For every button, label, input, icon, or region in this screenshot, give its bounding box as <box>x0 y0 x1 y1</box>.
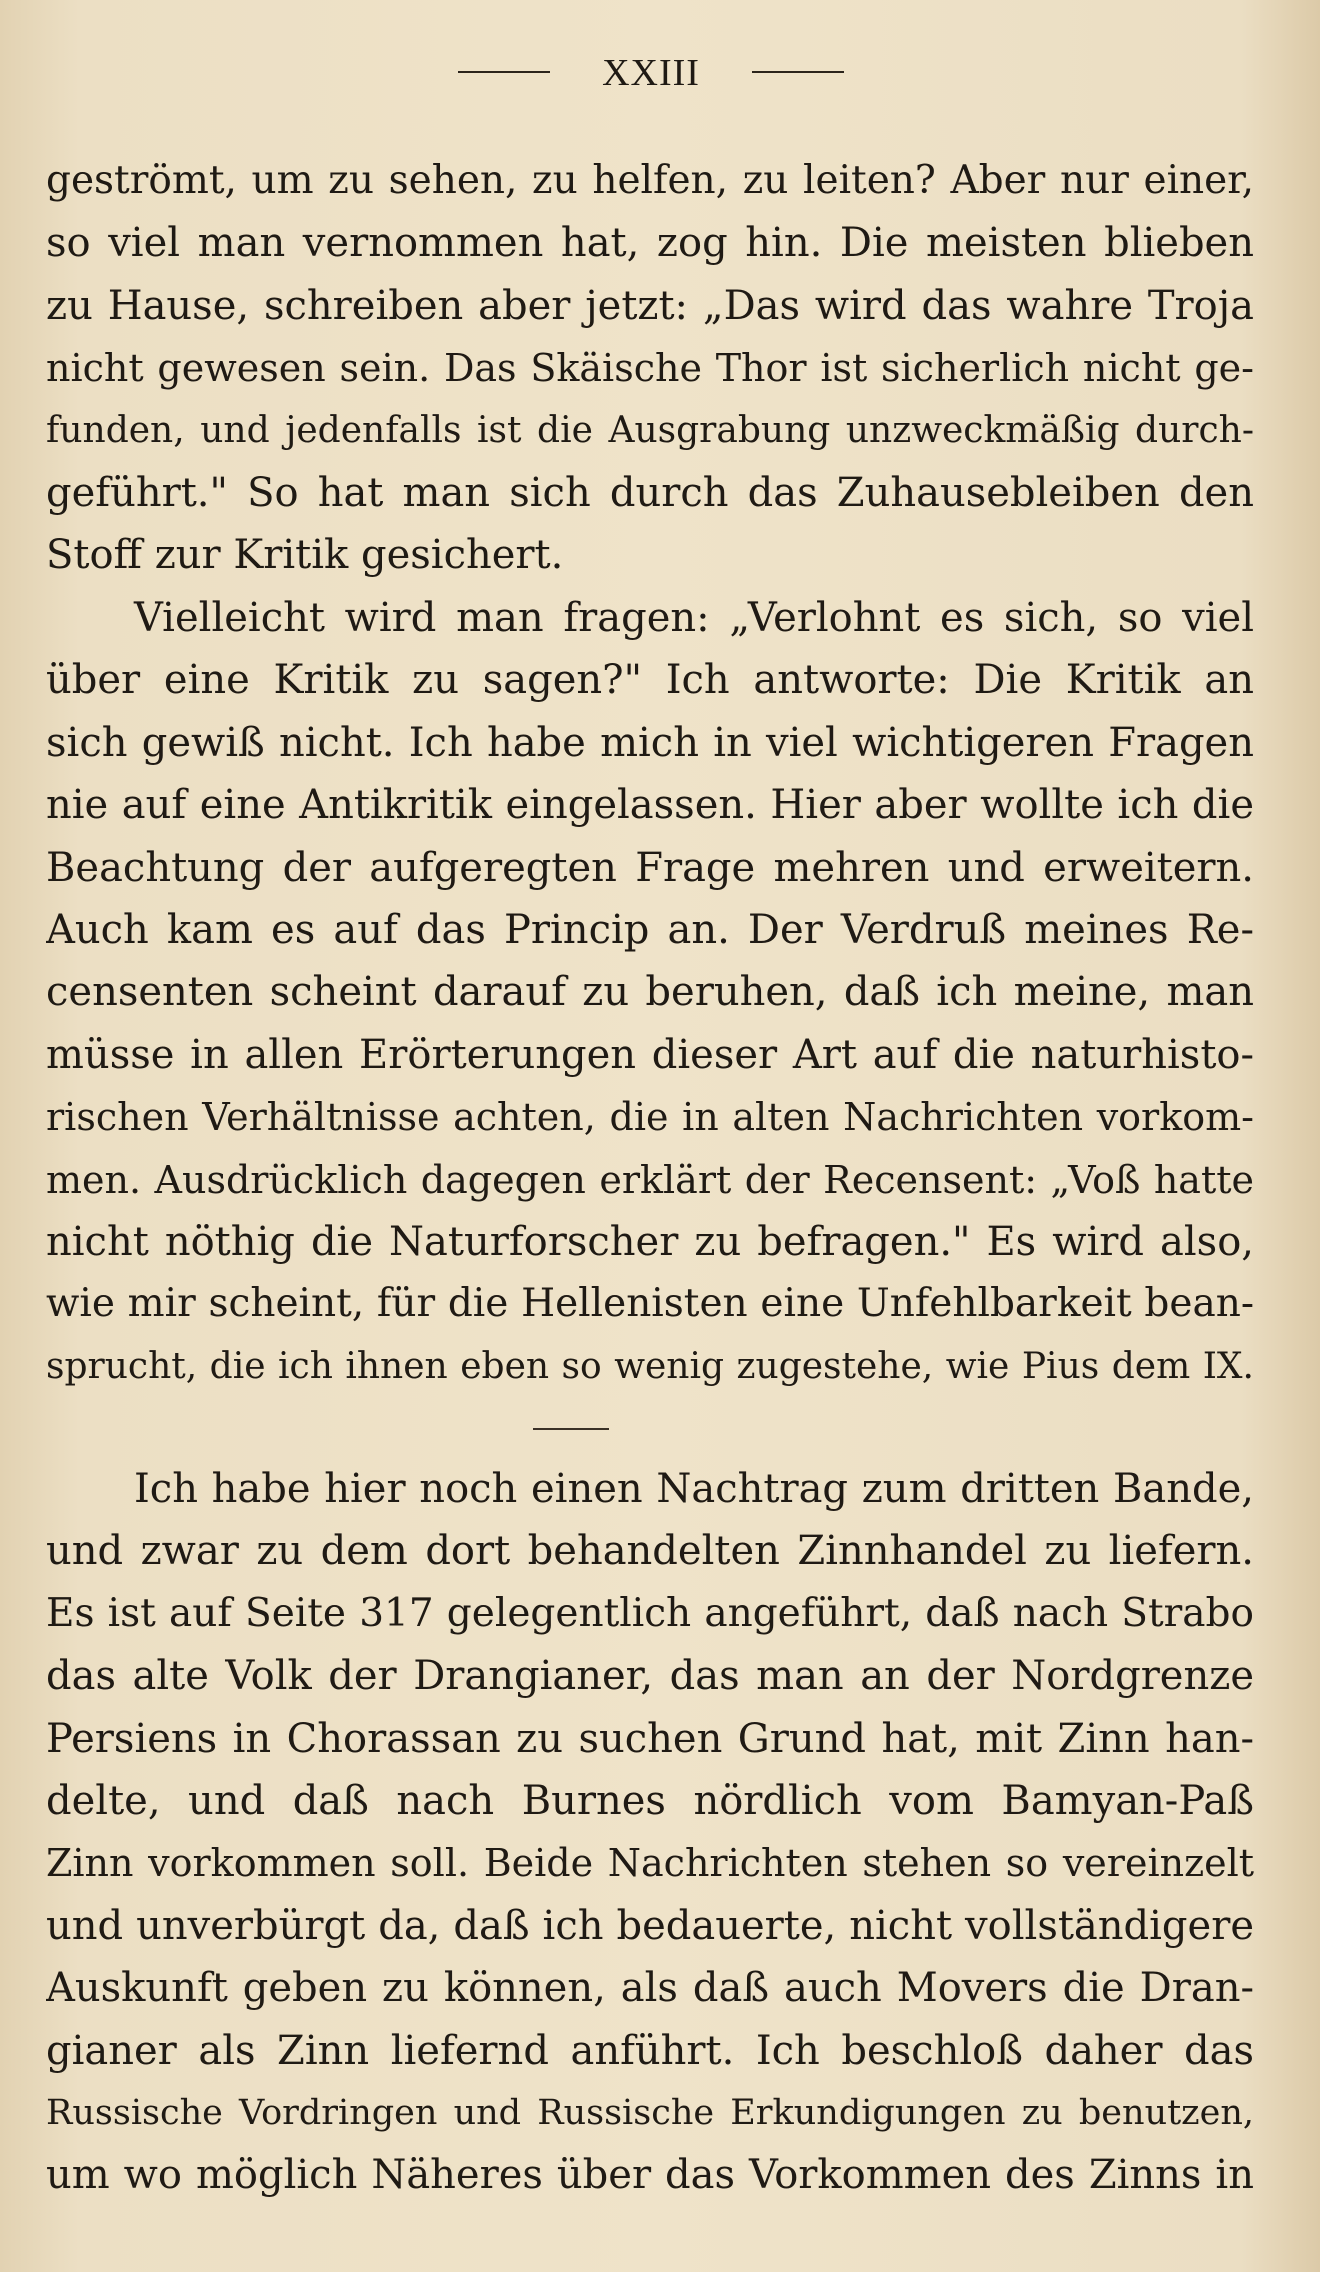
text-line: über eine Kritik zu sagen?" Ich antworte: Die Kritik an <box>46 657 1254 704</box>
text-line: Ich habe hier noch einen Nachtrag zum dritten Bande, <box>134 1466 1254 1512</box>
text-line: Russische Vordringen und Russische Erkundigungen zu benutzen, <box>46 2092 1254 2133</box>
text-line: nie auf eine Antikritik eingelassen. Hier aber wollte ich die <box>46 782 1254 829</box>
text-line: Vielleicht wird man fragen: „Verlohnt es sich, so viel <box>134 595 1254 641</box>
text-line: so viel man vernommen hat, zog hin. Die meisten blieben <box>46 220 1254 267</box>
text-line: men. Ausdrücklich dagegen erklärt der Recensent: „Voß hatte <box>46 1157 1254 1202</box>
text-line: wie mir scheint, für die Hellenisten eine Unfehlbarkeit bean- <box>46 1281 1254 1327</box>
text-line: Auskunft geben zu können, als daß auch Movers die Dran- <box>46 1965 1254 2012</box>
text-line: Es ist auf Seite 317 gelegentlich angeführt, daß nach Strabo <box>46 1590 1254 1636</box>
text-line: nicht nöthig die Naturforscher zu befragen." Es wird also, <box>46 1218 1254 1265</box>
text-line: und unverbürgt da, daß ich bedauerte, nicht vollständigere <box>46 1902 1254 1949</box>
text-line: Auch kam es auf das Princip an. Der Verdruß meines Re- <box>46 906 1254 953</box>
text-line: Beachtung der aufgeregten Frage mehren und erweitern. <box>46 844 1254 891</box>
text-line: censenten scheint darauf zu beruhen, daß ich meine, man <box>46 969 1254 1016</box>
text-line: das alte Volk der Drangianer, das man an der Nordgrenze <box>46 1653 1254 1700</box>
text-line: zu Hause, schreiben aber jetzt: „Das wird das wahre Troja <box>46 282 1254 329</box>
text-line: gianer als Zinn liefernd anführt. Ich beschloß daher das <box>46 2027 1254 2074</box>
text-line: delte, und daß nach Burnes nördlich vom Bamyan-Paß <box>46 1777 1254 1824</box>
text-line: und zwar zu dem dort behandelten Zinnhandel zu liefern. <box>46 1528 1254 1575</box>
header-rule-right <box>752 71 844 73</box>
text-line: um wo möglich Näheres über das Vorkommen des Zinns in <box>46 2152 1254 2199</box>
text-line: sich gewiß nicht. Ich habe mich in viel wichtigeren Fragen <box>46 719 1254 766</box>
paragraph-3 <box>46 1458 1254 2207</box>
page-number: XXIII <box>602 52 700 94</box>
text-line: Persiens in Chorassan zu suchen Grund hat, mit Zinn han- <box>46 1715 1254 1762</box>
text-line: geströmt, um zu sehen, zu helfen, zu leiten? Aber nur einer, <box>46 158 1254 203</box>
paragraph-2 <box>46 587 1254 1398</box>
paragraph-1 <box>46 150 1254 587</box>
page-header <box>0 48 1320 98</box>
text-line: müsse in allen Erörterungen dieser Art auf die naturhisto- <box>46 1031 1254 1078</box>
text-line: Zinn vorkommen soll. Beide Nachrichten stehen so vereinzelt <box>46 1841 1254 1886</box>
text-line: sprucht, die ich ihnen eben so wenig zugestehe, wie Pius dem IX. <box>46 1345 1254 1387</box>
text-line: rischen Verhältnisse achten, die in alten Nachrichten vorkom- <box>46 1095 1254 1140</box>
text-line: geführt." So hat man sich durch das Zuhausebleiben den <box>46 469 1254 516</box>
text-line: funden, und jedenfalls ist die Ausgrabung unzweckmäßig durch- <box>46 409 1254 451</box>
text-line: nicht gewesen sein. Das Skäische Thor ist sicherlich nicht ge- <box>46 346 1254 391</box>
section-divider <box>533 1428 609 1430</box>
text-line: Stoff zur Kritik gesichert. <box>46 532 564 579</box>
header-rule-left <box>458 71 550 73</box>
